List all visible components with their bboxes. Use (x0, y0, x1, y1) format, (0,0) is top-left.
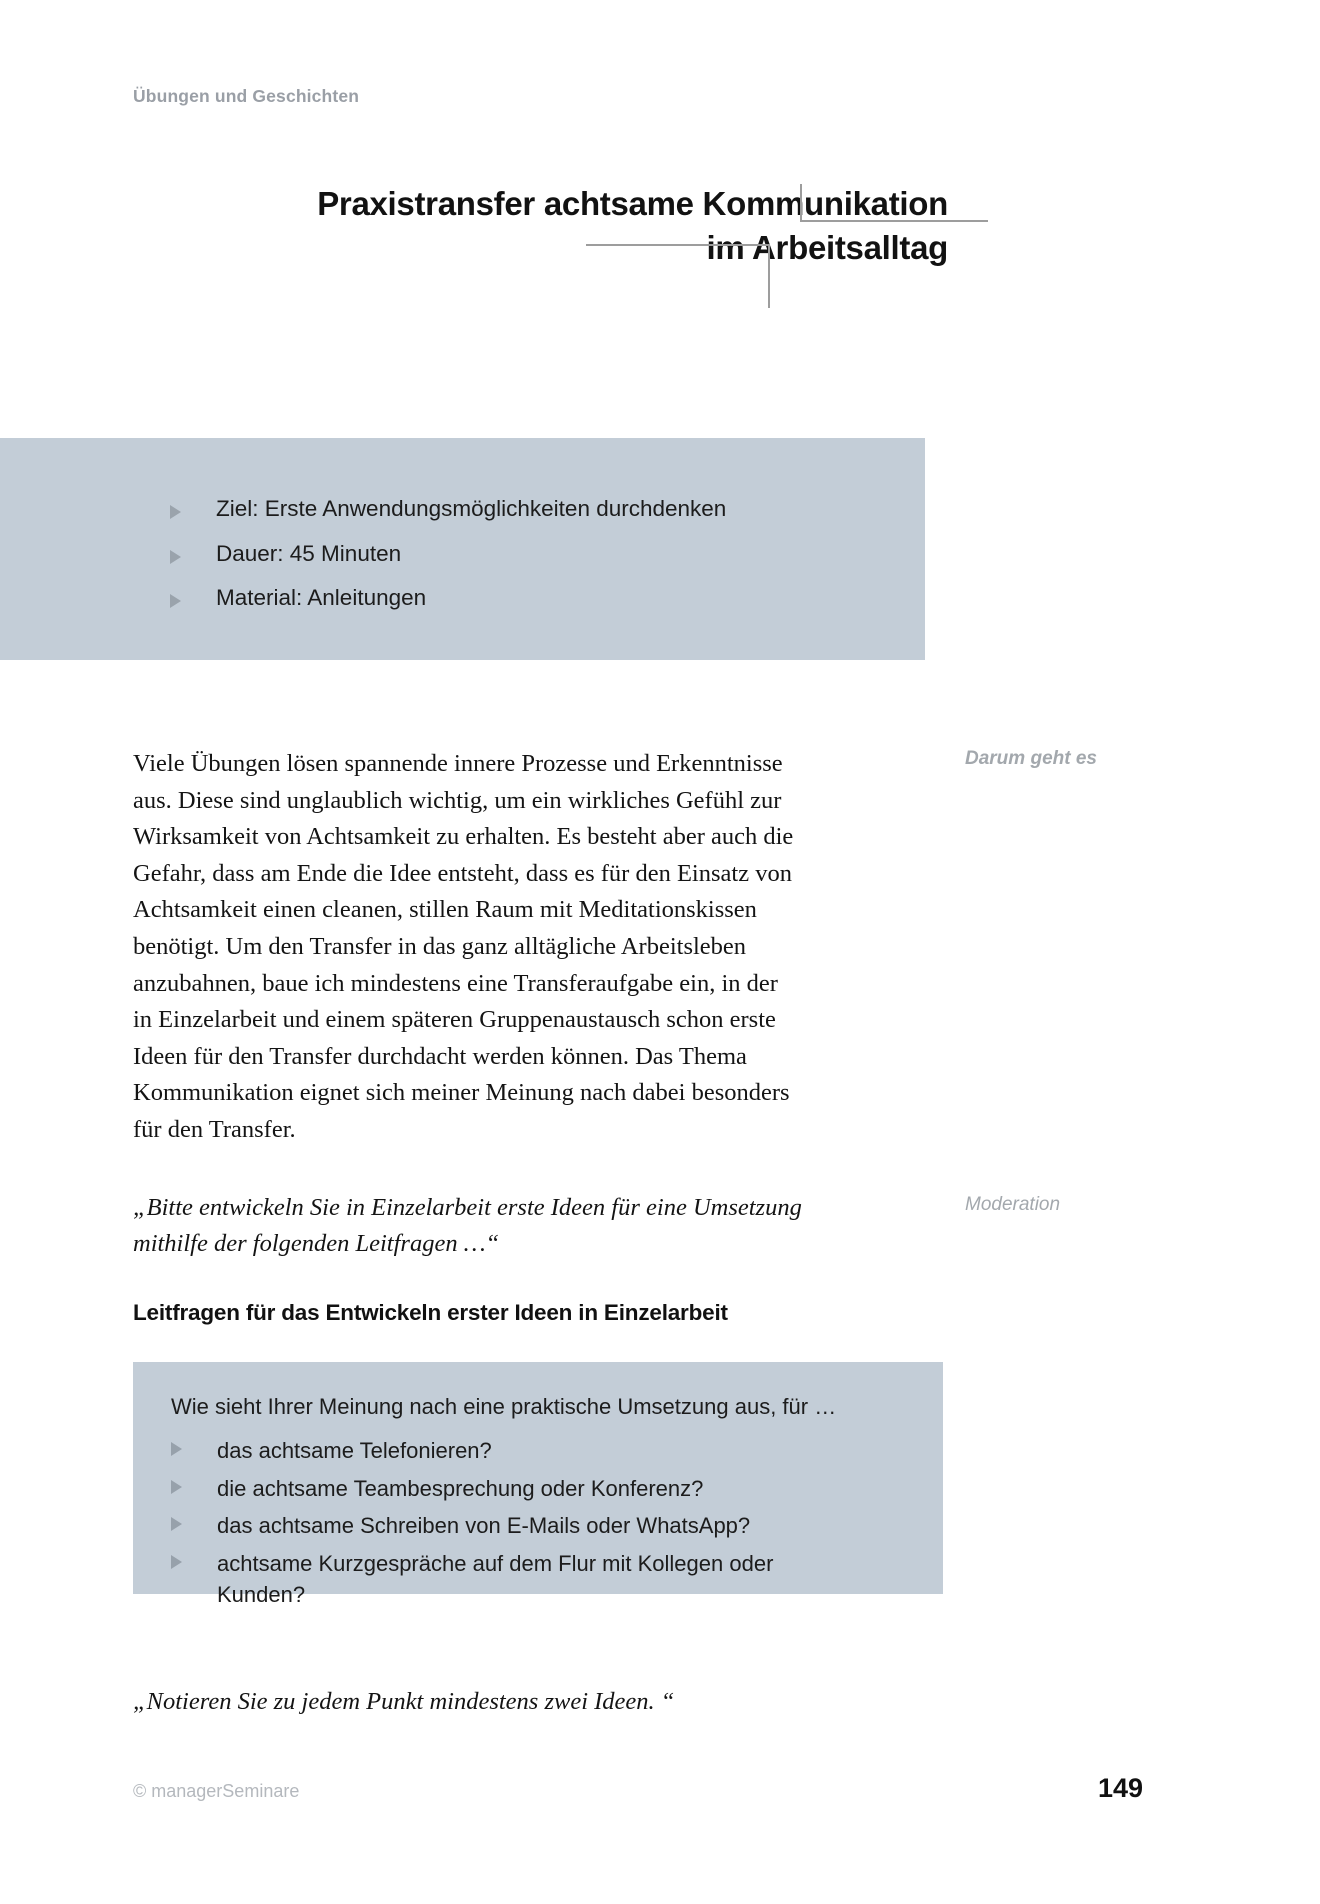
session-info-label: Dauer: 45 Minuten (216, 540, 402, 566)
footer-copyright: © managerSeminare (133, 1781, 300, 1801)
closing-quote: „Notieren Sie zu jedem Punkt mindestens zwei Ideen. “ (133, 1688, 675, 1715)
running-header: Übungen und Geschichten (133, 86, 360, 106)
session-info-list (170, 498, 726, 610)
guiding-question-label: die achtsame Teambesprechung oder Konferenz? (217, 1475, 704, 1501)
guiding-question-label: achtsame Kurzgespräche auf dem Flur mit Kollegen oder Kunden? (217, 1550, 774, 1607)
guiding-question-label: das achtsame Telefonieren? (217, 1438, 492, 1463)
decorative-corner-rule-lower (586, 244, 770, 308)
list-item (171, 1473, 871, 1504)
list-item (170, 498, 726, 521)
margin-note-darum-geht-es: Darum geht es (965, 748, 1097, 769)
guiding-question-label: das achtsame Schreiben von E-Mails oder WhatsApp? (217, 1513, 751, 1538)
list-item (170, 540, 726, 566)
page-title-line-1: Praxistransfer achtsame Kommunikation (317, 185, 948, 222)
guiding-questions-intro: Wie sieht Ihrer Meinung nach eine praktische Umsetzung aus, für … (171, 1394, 837, 1419)
session-info-label: Ziel: Erste Anwendungsmöglichkeiten durchdenken (216, 496, 727, 521)
session-info-label: Material: Anleitungen (216, 585, 427, 610)
list-item (171, 1435, 871, 1466)
body-paragraph: Viele Übungen lösen spannende innere Prozesse und Erkenntnisse aus. Diese sind unglaublich wichtig, um ein wirkliches Gefühl zur Wirksamkeit von Achtsamkeit zu erhalten. Es besteht aber auch die Gefahr, dass am Ende die Idee entsteht, dass es für den Einsatz von Achtsamkeit einen cleanen, stillen Raum mit Meditationskissen benötigt. Um den Transfer in das ganz alltägliche Arbeitsleben anzubahnen, baue ich mindestens eine Transferaufgabe ein, in der in Einzelarbeit und einem späteren Gruppenaustausch schon erste Ideen für den Transfer durchdacht werden können. Das Thema Kommunikation eignet sich meiner Meinung nach dabei besonders für den Transfer. (133, 750, 794, 1143)
guiding-questions-list (171, 1435, 871, 1610)
session-info-box (0, 438, 925, 660)
triangle-bullet-icon (171, 1442, 182, 1456)
list-item (171, 1510, 871, 1541)
triangle-bullet-icon (170, 550, 181, 564)
moderation-quote: „Bitte entwickeln Sie in Einzelarbeit erste Ideen für eine Umsetzung mithilfe der folgenden Leitfragen …“ (133, 1194, 802, 1257)
triangle-bullet-icon (171, 1517, 182, 1531)
triangle-bullet-icon (171, 1555, 182, 1569)
sub-heading: Leitfragen für das Entwickeln erster Ideen in Einzelarbeit (133, 1300, 728, 1325)
triangle-bullet-icon (170, 594, 181, 608)
triangle-bullet-icon (170, 505, 181, 519)
page-title-line-2: im Arbeitsalltag (706, 228, 948, 266)
guiding-questions-box (133, 1362, 943, 1607)
decorative-corner-rule-upper (800, 184, 988, 222)
triangle-bullet-icon (171, 1480, 182, 1494)
list-item (170, 587, 726, 610)
margin-note-moderation: Moderation (965, 1194, 1061, 1215)
page-number: 149 (1097, 1773, 1143, 1803)
list-item (171, 1548, 857, 1610)
